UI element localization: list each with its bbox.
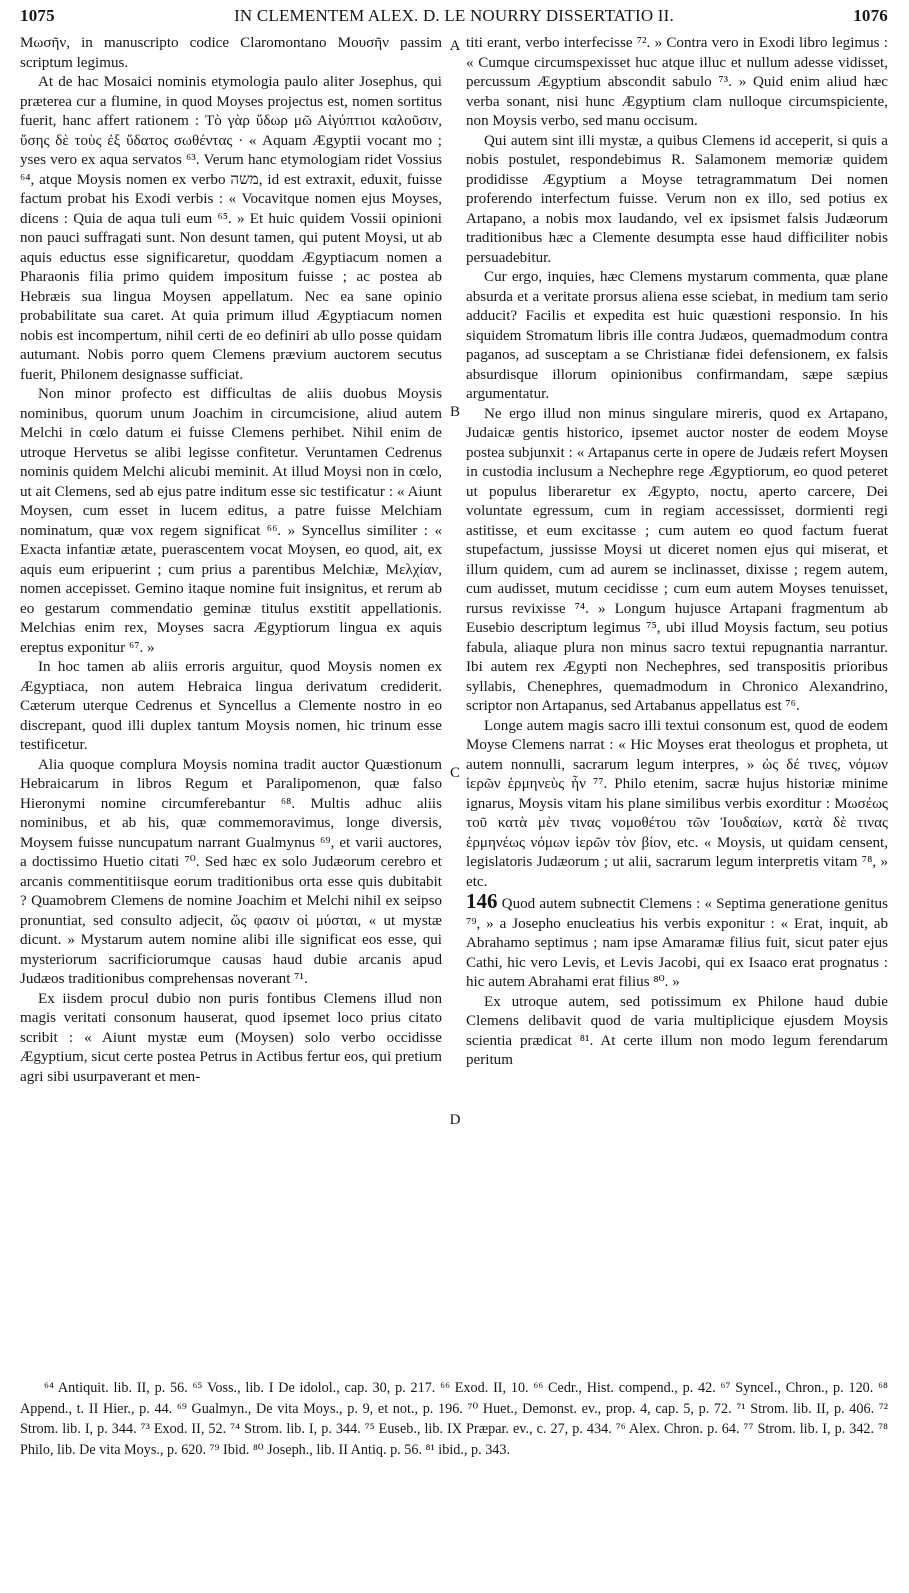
paragraph: titi erant, verbo interfecisse ⁷². » Contra vero in Exodi libro legimus : « Cumque circumspexisset huc atque illuc et nullum adesse vidisset, percussum Ægyptium abscondit sabulo ⁷³. » Quid enim aliud hæc verba sonant, nisi hunc Ægyptium clam nulloque circumspiciente, non Moysis verbo, sed manu occisum. <box>466 35 888 129</box>
page-number-left: 1075 <box>20 6 55 25</box>
paragraph: Ex iisdem procul dubio non puris fontibus Clemens illud non magis veritati consonum hauserat, quod ipsemet loco prius citato scribit : « Aiunt mystæ eum (Moysen) solo verbo occidisse Ægyptium, sicut certe postea Petrus in Actibus fertur eos, qui pretium agri sibi usurpaverant et men- <box>20 990 442 1085</box>
margin-marker-b: B <box>449 404 460 420</box>
paragraph: Μωσῆν, in manuscripto codice Claromontano Μουσῆν passim scriptum legimus. <box>20 35 442 71</box>
running-title: IN CLEMENTEM ALEX. D. LE NOURRY DISSERTATIO II. <box>234 6 674 25</box>
paragraph: Ne ergo illud non minus singulare mireris, quod ex Artapano, Judaicæ gentis historico, ipsemet auctor noster de eodem Moyse postea subjunxit : « Artapanus certe in opere de Judæis refert Moysen in custodia inclusum a Nechephre rege Ægyptiorum, eo quod peteret ut populus liberaretur ex Ægypto, noctu, aperto carcere, Dei voluntate egressum, cum in regiam accessisset, dormienti regi astitisse, et eum excitasse ; cum autem eo quod factum fuerat stupefactum, jussisse Moysi ut diceret nomen ejus qui miserat, et illum quidem, cum ad aurem se inclinasset, dixisse ; regem autem, cum audisset, mutum cecidisse ; cum eum autem Moyses tenuisset, rursus revixisse ⁷⁴. » Longum hujusce Artapani fragmentum ab Eusebio descriptum legimus ⁷⁵, ubi illud Moysis factum, seu potius fabula, aliaque plura non minus sacro textui repugnantia narrantur. Ibi autem rex Ægypti non Nechephres, sed transpositis prioribus syllabis, Chenephres, quemadmodum in Chronico Alexandrino, scriptor non Artapanus, sed Artabanus appellatus est ⁷⁶. <box>466 405 888 714</box>
paragraph-text: Quod autem subnectit Clemens : « Septima generatione genitus ⁷⁹, » a Josepho enucleatius his verbis exponitur : « Erat, inquit, ab Abrahamo septimus ; nam ipse Amaramæ filius fuit, sicut pater ejus Cathi, hic vero Levis, et Levis Jacobi, qui ex Isaaco erat prognatus : hic autem Abrahami erat filius ⁸⁰. » <box>466 896 888 990</box>
paragraph: At de hac Mosaici nominis etymologia paulo aliter Josephus, qui præterea cur a flumine, in quod Moyses projectus est, nomen sortitus fuerit, hanc affert rationem : Τὸ γὰρ ὕδωρ μῶ Αἰγύπτιοι καλοῦσιν, ὕσης δὲ τοὺς ἐξ ὕδατος σωθέντας · « Aquam Ægyptii vocant mo ; yses vero ex aqua servatos ⁶³. Verum hanc etymologiam ridet Vossius ⁶⁴, atque Moysis nomen ex verbo משה, id est extraxit, eduxit, fuisse factum probat his Exodi verbis : « Vocavitque nomen ejus Moyses, dicens : Quia de aqua tuli eum ⁶⁵. » Et huic quidem Vossii opinioni non pauci suffragati sunt. Non desunt tamen, qui putent Moysi, ut ab aquis eductus esse significaretur, quoddam Ægyptiacum nomen a Pharaonis filia primo quidem impositum fuisse ; ac postea ab Hebræis sua lingua Moysen appellatum. Nec ea sane opinio probabilitate sua caret. At quia primum illud Ægyptiacum nomen nobis est incompertum, nihil certi de eo definiri ab ullo posse quidam autumant. Nobis porro quem Clemens prævium auctorem secutus fuerit, Philonem designasse sufficiat. <box>20 74 442 383</box>
paragraph: In hoc tamen ab aliis erroris arguitur, quod Moysis nomen ex Ægyptiaca, non autem Hebraica lingua derivatum crediderit. Cæterum uterque Cedrenus et Syncellus a Clemente nostro in eo discrepant, quod illi duplex tantum Moysis nomen, hic trinum esse testificetur. <box>20 659 442 753</box>
margin-marker-a: A <box>449 38 461 54</box>
footnotes <box>20 1378 888 1460</box>
paragraph: Non minor profecto est difficultas de aliis duobus Moysis nominibus, quorum unum Joachim in circumcisione, aliud autem Melchi in cœlo datum ei fuisse Clemens perhibet. Nihil enim de utroque Hervetus se alibi legisse confitetur. Veruntamen Cedrenus nominis quidem Melchi alicubi meminit. At illud Moysi non in cœlo, ut ait Clemens, sed ab ejus patre inditum esse sic testificatur : « Aiunt Moysen, cum esset in lucem editus, a patre fuisse Melchiam nominatum, quæ vox regem significat ⁶⁶. » Syncellus similiter : « Exacta infantiæ ætate, puerascentem vocat Moysen, eo quod, ait, ex aquis eum eripuerint ; cum prius a parentibus Melchiæ, Μελχίαν, nomen accepisset. Gemino itaque nomine fuit insignitus, et rerum ab eo gestarum commendatio geminæ titulus exstitit appellationis. Melchias enim rex, Moyses sacra Ægyptiorum lingua ex aquis ereptus exponitur ⁶⁷. » <box>20 386 442 656</box>
paragraph: Qui autem sint illi mystæ, a quibus Clemens id acceperit, si quis a nobis postulet, respondebimus R. Salamonem memoriæ quidem prodidisse Ægyptium a Moyse tetragrammatum Dei nomen proferendo interfectum fuisse. Verum non ex illo, sed potius ex Artapano, a nobis mox laudando, vel ex ipsismet falsis Judæorum traditionibus hæc a Clemente desumpta esse haud difficiliter nobis persuadebitur. <box>466 132 888 266</box>
paragraph: Alia quoque complura Moysis nomina tradit auctor Quæstionum Hebraicarum in libros Regum et Paralipomenon, quæ falso Hieronymi nomine circumferebantur ⁶⁸. Multis adhuc aliis nominibus, et ab his, quæ commemoravimus, longe diversis, Moysem fuisse nuncupatum narrant Gualmynus ⁶⁹, et varii auctores, a doctissimo Huetio citati ⁷⁰. Sed hæc ex solo Judæorum cerebro et arcanis commentitiisque eorum traditionibus orta esse quis dubitabit ? Quamobrem Clemens de nomine Joachim et Melchi nihil ex seipso pronuntiat, sed consulto adjecit, ὥς φασιν οἱ μύσται, « ut mystæ dicunt. » Mystarum autem nomine alibi ille significat eos esse, qui mysteriorum sacrificiorumque causas haud dubie arcanis apud Judæos traditionibus comprehensas noverant ⁷¹. <box>20 756 442 987</box>
section-number: 146 <box>466 889 498 913</box>
page-number-right: 1076 <box>853 6 888 25</box>
right-column <box>466 34 888 1344</box>
paragraph: Cur ergo, inquies, hæc Clemens mystarum commenta, quæ plane absurda et a veritate prorsus aliena esse sciebat, in medium tam serio adducit? Facilis et expedita est huic quæstioni responsio. In his siquidem Stromatum libris ille contra Judæos, quemadmodum contra paganos, ad susceptam a se Christianæ fidei defensionem, ex falsis absurdisque illorum opinionibus confirmandam, sæpe sæpius argumentatur. <box>466 269 888 402</box>
numbered-paragraph <box>466 889 888 993</box>
paragraph: Longe autem magis sacro illi textui consonum est, quod de eodem Moyse Clemens narrat : « Hic Moyses erat theologus et propheta, ut autem nonnulli, sacrarum legum interpres, » ὡς δέ τινες, νόμων ἱερῶν ἑρμηνεὺς ἦν ⁷⁷. Philo etenim, sacræ hujus historiæ minime ignarus, Moysis vitam his plane similibus verbis exorditur : Μωσέως τοῦ κατὰ μὲν τινας νομοθέτου τῶν Ἰουδαίων, κατὰ δὲ τινας ἑρμηνέως νόμων ἱερῶν τὸν βίον, etc. « Moysis, ut quidam censent, legislatoris Judæorum ; ut alii, sacrarum legum interpretis vitam ⁷⁸, » etc. <box>466 717 888 890</box>
footnote-text: ⁶⁴ Antiquit. lib. II, p. 56. ⁶⁵ Voss., lib. I De idolol., cap. 30, p. 217. ⁶⁶ Exod. II, 10. ⁶⁶ Cedr., Hist. compend., p. 42. ⁶⁷ Syncel., Chron., p. 120. ⁶⁸ Append., t. II Hier., p. 44. ⁶⁹ Gualmyn., De vita Moys., p. 9, et not., p. 196. ⁷⁰ Huet., Demonst. ev., prop. 4, cap. 5, p. 72. ⁷¹ Strom. lib. II, p. 406. ⁷² Strom. lib. I, p. 344. ⁷³ Exod. II, 52. ⁷⁴ Strom. lib. I, p. 344. ⁷⁵ Euseb., lib. IX Præpar. ev., c. 27, p. 434. ⁷⁶ Alex. Chron. p. 64. ⁷⁷ Strom. lib. I, p. 342. ⁷⁸ Philo, lib. De vita Moys., p. 620. ⁷⁹ Ibid. ⁸⁰ Joseph., lib. II Antiq. p. 56. ⁸¹ ibid., p. 343. <box>20 1380 888 1458</box>
margin-marker-c: C <box>449 765 460 781</box>
paragraph: Ex utroque autem, sed potissimum ex Philone haud dubie Clemens delibavit quod de varia multiplicique ejusdem Moysis scientia prædicat ⁸¹. At certe illum non modo legum ferendarum peritum <box>466 993 888 1068</box>
left-column <box>20 34 442 1344</box>
running-header <box>20 6 888 34</box>
margin-marker-d: D <box>449 1112 461 1128</box>
